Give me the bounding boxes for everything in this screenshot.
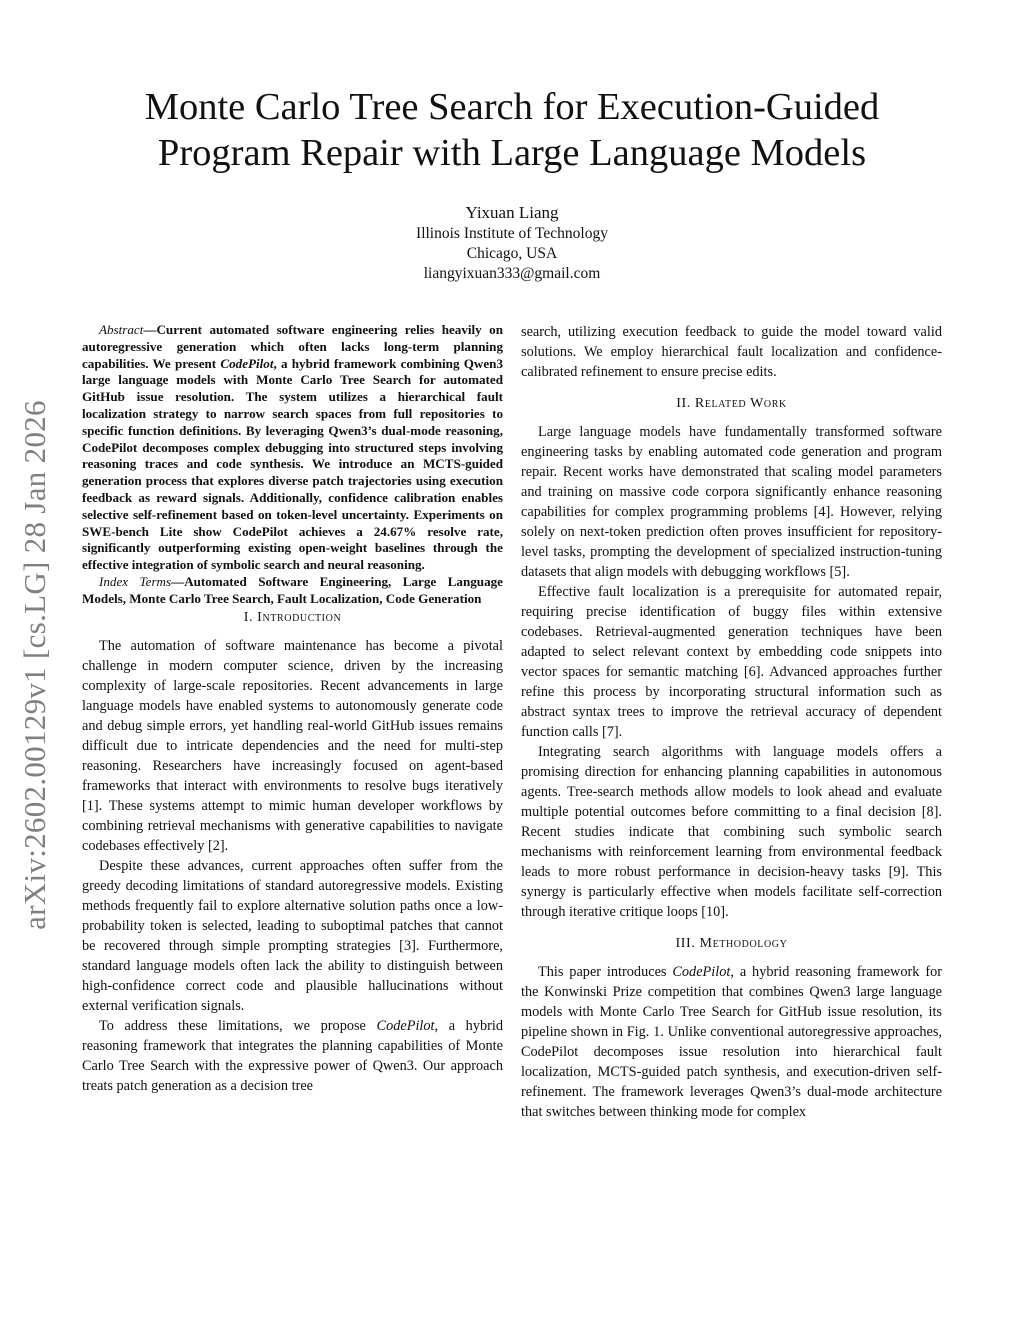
intro-paragraph-1: The automation of software maintenance has become a pivotal challenge in modern computer science, driven by the increasing complexity of large-scale repositories. Recent advancements in large language models have enabled systems to autonomously generate code and debug simple errors, yet handling real-world GitHub issues remains difficult due to intricate dependencies and the need for multi-step reasoning. Researchers have increasingly focused on agent-based frameworks that interact with environments to resolve bugs iteratively [1]. These systems attempt to mimic human developer workflows by combining retrieval mechanisms with generative capabilities to navigate codebases effectively [2].	[82, 637, 503, 854]
abstract-text-part-2: , a hybrid framework combining Qwen3 large language models with Monte Carlo Tree Search for automated GitHub issue resolution. The system utilizes a hierarchical fault localization strategy to narrow search spaces from full repositories to specific function definitions. By leveraging Qwen3’s dual-mode reasoning, CodePilot decomposes complex debugging into structured steps involving reasoning traces and code synthesis. We introduce an MCTS-guided generation process that explores diverse patch trajectories using execution feedback as reward signals. Additionally, confidence calibration enables selective self-refinement based on token-level uncertainty. Experiments on SWE-bench Lite show CodePilot achieves a 24.67% resolve rate, significantly outperforming existing open-weight baselines through the effective integration of symbolic search and neural reasoning.	[82, 355, 504, 573]
related-paragraph-1: Large language models have fundamentally transformed software engineering tasks by enabling automated code generation and program repair. Recent works have demonstrated that scaling model parameters and training on massive code corpora significantly enhance reasoning capabilities for complex programming problems [4]. However, relying solely on next-token prediction often proves insufficient for repository-level tasks, prompting the development of specialized instruction-tuning datasets that align models with debugging workflows [5].	[521, 424, 942, 580]
related-paragraph-3: Integrating search algorithms with language models offers a promising direction for enhancing planning capabilities in autonomous agents. Tree-search methods allow models to look ahead and evaluate multiple potential outcomes before committing to a final decision [8]. Recent studies indicate that combining such symbolic search mechanisms with reinforcement learning from environmental feedback leads to more robust performance in decision-heavy tasks [9]. This synergy is particularly effective when models facilitate self-correction through iterative critique loops [10].	[521, 744, 942, 920]
arxiv-identifier-text: arXiv:2602.00129v1 [cs.LG] 28 Jan 2026	[17, 400, 52, 930]
author-name: Yixuan Liang	[465, 203, 559, 222]
paper-title	[90, 84, 934, 176]
method-system-name: CodePilot	[672, 964, 731, 980]
author-location: Chicago, USA	[466, 245, 558, 262]
method-paragraph-1-part-a: This paper introduces	[538, 964, 673, 980]
author-block	[262, 202, 762, 284]
intro-paragraph-3	[82, 1016, 503, 1096]
section-heading-methodology: III. Methodology	[675, 936, 788, 951]
author-email: liangyixuan333@gmail.com	[423, 265, 601, 282]
right-column	[521, 322, 942, 1122]
index-terms-lead: Index Terms	[99, 573, 172, 589]
index-terms	[82, 574, 503, 608]
related-paragraph-2: Effective fault localization is a prerequisite for automated repair, requiring precise identification of buggy files within extensive codebases. Retrieval-augmented generation techniques have been adapted to select relevant context by embedding code snippets into vector spaces for semantic matching [6]. Advanced approaches further refine this process by incorporating structural information such as abstract syntax trees to improve the retrieval accuracy of dependent function calls [7].	[521, 584, 942, 740]
intro-paragraph-3-part-a: To address these limitations, we propose	[99, 1017, 377, 1034]
abstract	[82, 322, 503, 574]
paper-title-line-1: Monte Carlo Tree Search for Execution-Guided	[144, 86, 880, 128]
intro-paragraph-2: Despite these advances, current approaches often suffer from the greedy decoding limitations of standard autoregressive models. Existing methods frequently fail to explore alternative solution paths once a low-probability token is selected, leading to suboptimal patches that cannot be recovered through simple prompting strategies [3]. Furthermore, standard language models often lack the ability to distinguish between high-confidence correct code and plausible hallucinations without external verification signals.	[82, 857, 503, 1014]
abstract-system-name: CodePilot	[220, 355, 274, 371]
left-column	[82, 322, 503, 1096]
abstract-lead: Abstract	[99, 322, 144, 337]
section-heading-introduction: I. Introduction	[243, 609, 342, 625]
intro-paragraph-3-continued: search, utilizing execution feedback to guide the model toward valid solutions. We employ hierarchical fault localization and confidence-calibrated refinement to ensure precise edits.	[521, 324, 942, 380]
intro-paragraph-3-part-b: , a hybrid reasoning framework that integrates the planning capabilities of Monte Carlo Tree Search with the expressive power of Qwen3. Our approach treats patch generation as a decision tree	[82, 1017, 504, 1094]
method-paragraph-1	[521, 962, 942, 1122]
index-terms-text: —Automated Software Engineering, Large Language Models, Monte Carlo Tree Search, Fault Localization, Code Generation	[82, 573, 503, 606]
paper-title-line-2: Program Repair with Large Language Models	[157, 132, 867, 174]
abstract-text-part-1: —Current automated software engineering relies heavily on autoregressive generation which often lacks long-term planning capabilities. We present	[82, 322, 503, 371]
intro-system-name: CodePilot	[376, 1017, 435, 1034]
section-heading-related-work: II. Related Work	[676, 396, 787, 411]
author-affiliation: Illinois Institute of Technology	[416, 225, 608, 242]
method-paragraph-1-part-b: , a hybrid reasoning framework for the Konwinski Prize competition that combines Qwen3 large language models with Monte Carlo Tree Search for GitHub issue resolution, its pipeline shown in Fig. 1. Unlike conventional autoregressive approaches, CodePilot decomposes issue resolution into hierarchical fault localization, MCTS-guided patch synthesis, and execution-driven self-refinement. The framework leverages Qwen3’s dual-mode architecture that switches between thinking mode for complex	[521, 964, 942, 1120]
